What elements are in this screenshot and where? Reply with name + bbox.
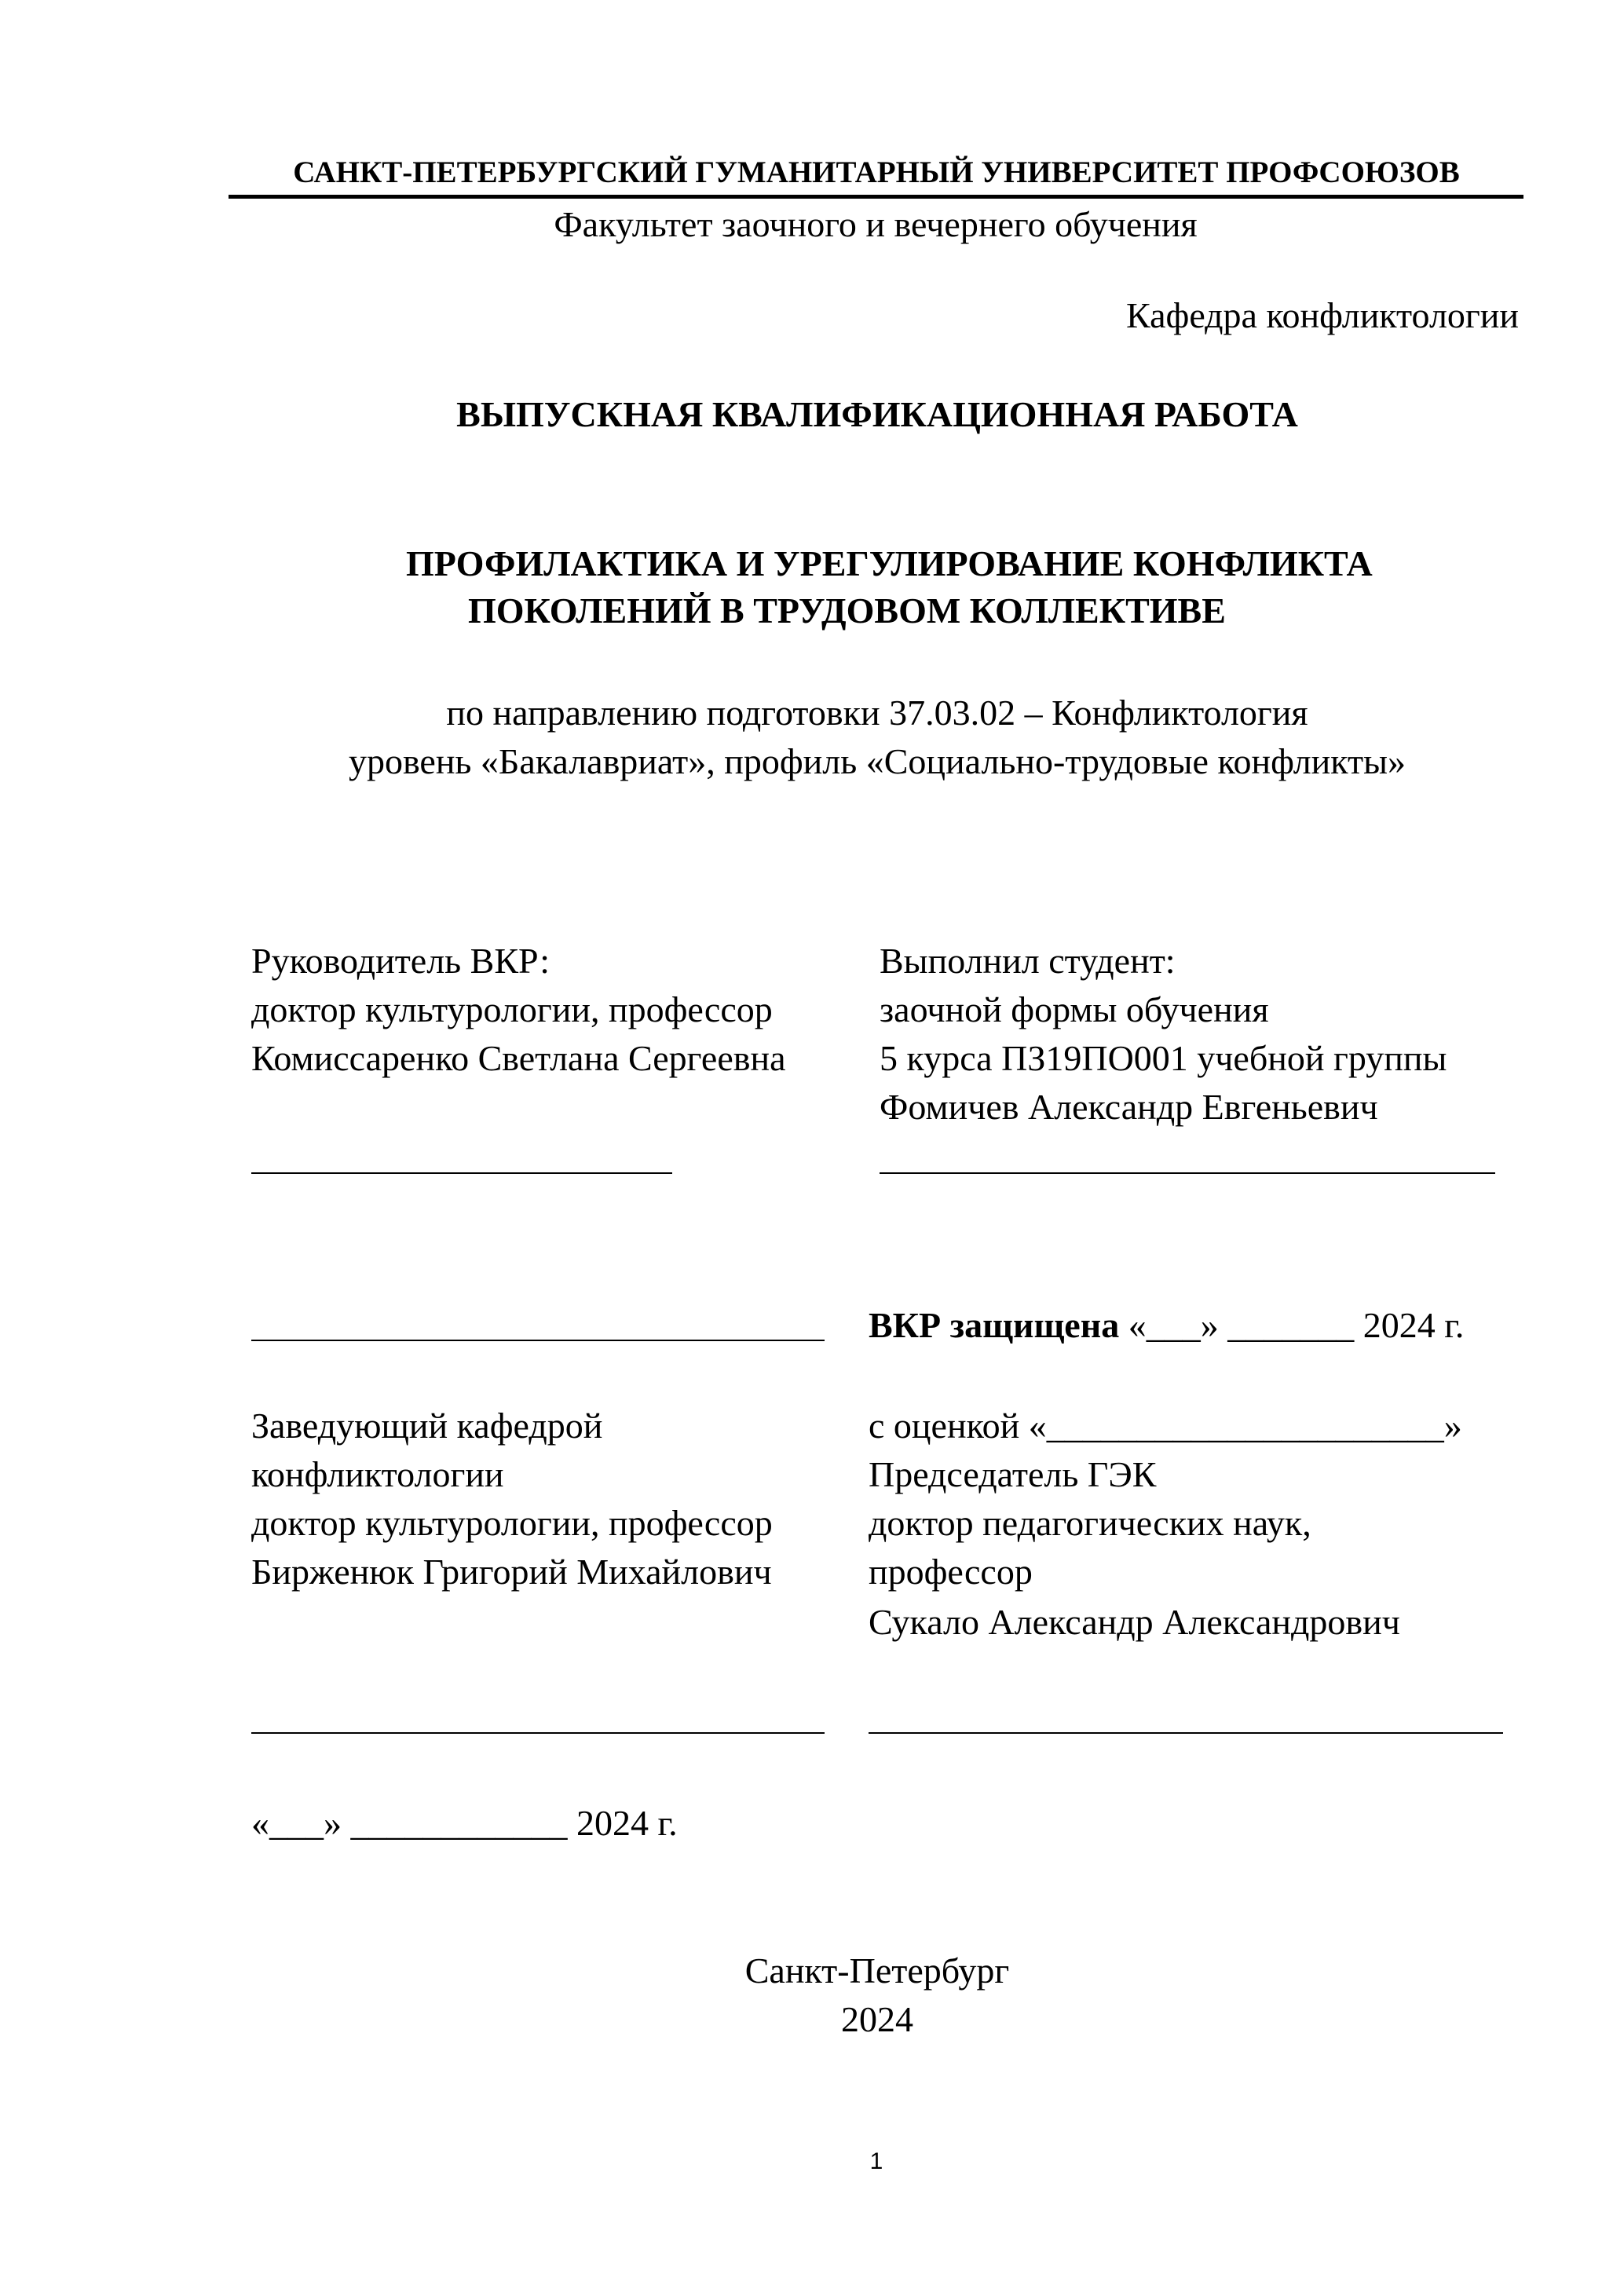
student-signature-line: [880, 1172, 1495, 1174]
defense-date-text: «___» _______ 2024 г.: [1119, 1305, 1465, 1345]
year: 2024: [841, 1999, 913, 2039]
signature-date-line: «___» ____________ 2024 г.: [251, 1803, 678, 1843]
chair-name: Сукало Александр Александрович: [869, 1602, 1400, 1642]
defense-label: ВКР защищена: [869, 1305, 1120, 1345]
supervisor-name: Комиссаренко Светлана Сергеевна: [251, 1038, 786, 1078]
head-title-line2: конфликтологии: [251, 1454, 504, 1494]
defense-signature-line: [251, 1340, 825, 1341]
head-signature-line: [251, 1732, 825, 1734]
grade-line: с оценкой «______________________»: [869, 1406, 1462, 1446]
department-name: Кафедра конфликтологии: [1126, 295, 1519, 335]
chair-degree-line1: доктор педагогических наук,: [869, 1503, 1311, 1543]
student-group: 5 курса ПЗ19ПО001 учебной группы: [880, 1038, 1447, 1078]
defense-date: [869, 1301, 1464, 1350]
head-title-line1: Заведующий кафедрой: [251, 1406, 603, 1446]
header-rule: [229, 195, 1523, 199]
faculty-name: Факультет заочного и вечернего обучения: [554, 204, 1198, 244]
university-name: САНКТ-ПЕТЕРБУРГСКИЙ ГУМАНИТАРНЫЙ УНИВЕРСИТЕТ ПРОФСОЮЗОВ: [293, 155, 1460, 189]
city: Санкт-Петербург: [744, 1951, 1010, 1991]
topic-title-line2: ПОКОЛЕНИЙ В ТРУДОВОМ КОЛЛЕКТИВЕ: [468, 590, 1226, 631]
supervisor-signature-line: [251, 1172, 672, 1174]
student-name: Фомичев Александр Евгеньевич: [880, 1087, 1378, 1127]
head-degree: доктор культурологии, профессор: [251, 1503, 773, 1543]
chair-signature-line: [869, 1732, 1503, 1734]
supervisor-degree: доктор культурологии, профессор: [251, 989, 773, 1029]
chair-title: Председатель ГЭК: [869, 1454, 1157, 1494]
page-number: 1: [869, 2148, 883, 2174]
direction-text: по направлению подготовки 37.03.02 – Конфликтология: [446, 693, 1308, 733]
level-text: уровень «Бакалавриат», профиль «Социально-трудовые конфликты»: [348, 741, 1406, 781]
student-label: Выполнил студент:: [880, 941, 1176, 981]
work-type-heading: ВЫПУСКНАЯ КВАЛИФИКАЦИОННАЯ РАБОТА: [456, 394, 1298, 434]
head-name: Бирженюк Григорий Михайлович: [251, 1552, 772, 1592]
topic-title-line1: ПРОФИЛАКТИКА И УРЕГУЛИРОВАНИЕ КОНФЛИКТА: [406, 543, 1373, 583]
supervisor-label: Руководитель ВКР:: [251, 941, 550, 981]
student-form: заочной формы обучения: [880, 989, 1269, 1029]
chair-degree-line2: профессор: [869, 1552, 1033, 1592]
